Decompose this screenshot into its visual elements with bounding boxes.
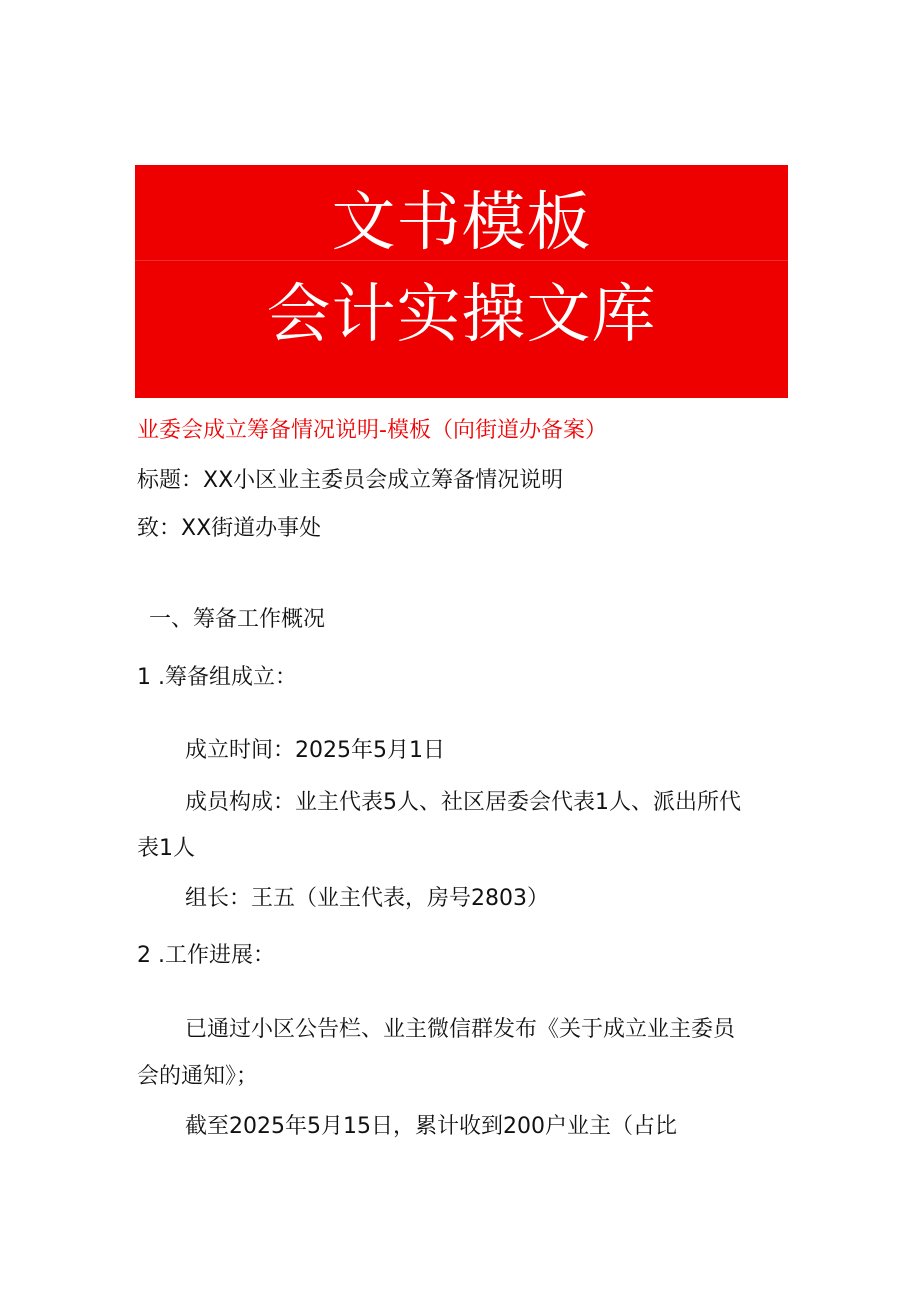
progress-paragraph-line1: 已通过小区公告栏、业主微信群发布《关于成立业主委员 (185, 1017, 736, 1042)
subject-line: 标题：XX小区业主委员会成立筹备情况说明 (137, 468, 564, 493)
section-heading-overview: 一、筹备工作概况 (149, 607, 326, 632)
establishment-date: 成立时间：2025年5月1日 (185, 738, 445, 763)
member-composition-line2: 表1人 (137, 836, 195, 861)
banner-divider (135, 260, 788, 261)
item-heading-progress: 2 .工作进展： (137, 943, 275, 968)
banner-title-line1: 文书模板 (331, 186, 592, 260)
banner-title-line2: 会计实操文库 (266, 278, 657, 352)
item-heading-establishment: 1 .筹备组成立： (137, 665, 297, 690)
title-banner (135, 165, 788, 398)
progress-paragraph-line2: 会的通知》； (137, 1064, 259, 1089)
recipient-line: 致：XX街道办事处 (137, 516, 322, 541)
statistics-line: 截至2025年5月15日，累计收到200户业主（占比 (185, 1114, 677, 1139)
group-leader: 组长：王五（业主代表，房号2803） (185, 886, 549, 911)
member-composition-line1: 成员构成：业主代表5人、社区居委会代表1人、派出所代 (185, 790, 741, 815)
document-heading: 业委会成立筹备情况说明-模板（向街道办备案） (137, 418, 607, 443)
